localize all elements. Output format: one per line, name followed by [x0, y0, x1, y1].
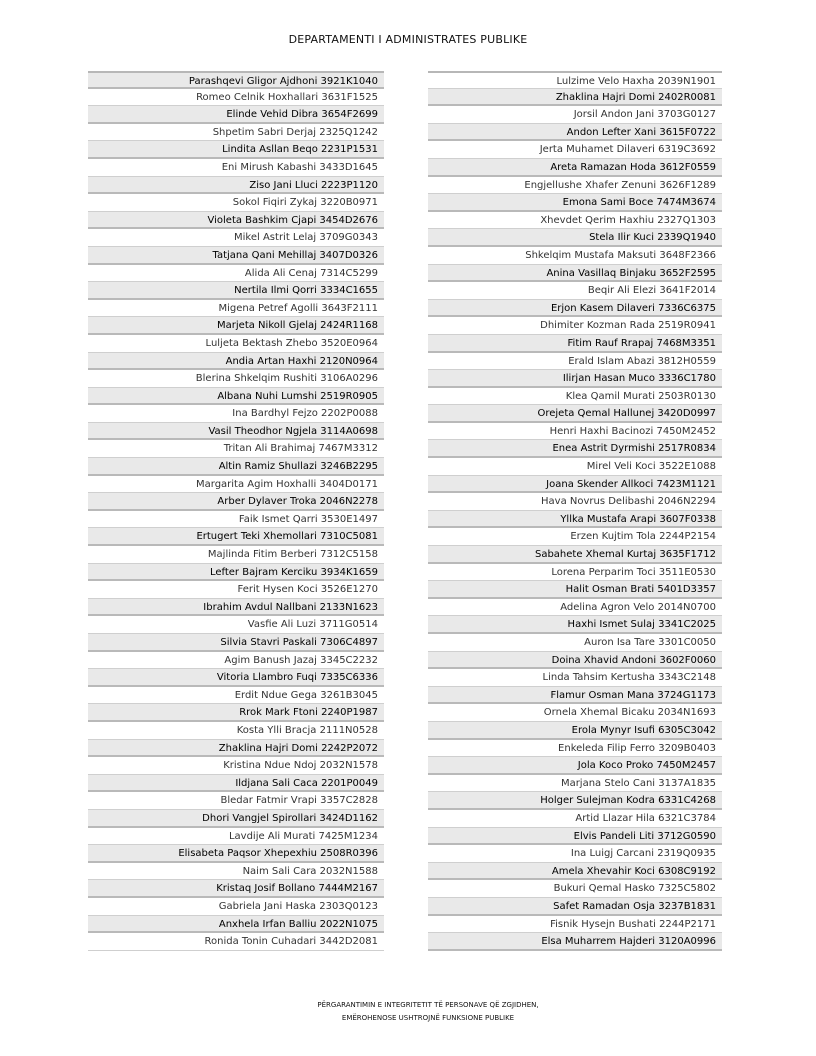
list-item: Kristaq Josif Bollano 7444M2167: [88, 880, 384, 898]
list-item: Jorsil Andon Jani 3703G0127: [428, 106, 722, 124]
list-item: Fitim Rauf Rrapaj 7468M3351: [428, 335, 722, 353]
list-item: Luljeta Bektash Zhebo 3520E0964: [88, 335, 384, 353]
list-item: Ildjana Sali Caca 2201P0049: [88, 775, 384, 793]
list-item: Jola Koco Proko 7450M2457: [428, 757, 722, 775]
list-item: Fisnik Hysejn Bushati 2244P2171: [428, 916, 722, 934]
list-item: Lindita Asllan Beqo 2231P1531: [88, 141, 384, 159]
list-item: Lulzime Velo Haxha 2039N1901: [428, 71, 722, 89]
list-item: Flamur Osman Mana 3724G1173: [428, 687, 722, 705]
list-item: Zhaklina Hajri Domi 2402R0081: [428, 89, 722, 107]
list-item: Erola Mynyr Isufi 6305C3042: [428, 722, 722, 740]
list-item: Ertugert Teki Xhemollari 7310C5081: [88, 528, 384, 546]
footer-line-1: PËRGARANTIMIN E INTEGRITETIT TË PERSONAVE QË ZGJIDHEN,: [317, 1001, 539, 1009]
list-item: Bledar Fatmir Vrapi 3357C2828: [88, 792, 384, 810]
list-item: Anxhela Irfan Balliu 2022N1075: [88, 916, 384, 934]
list-item: Shpetim Sabri Derjaj 2325Q1242: [88, 124, 384, 142]
list-item: Zhaklina Hajri Domi 2242P2072: [88, 740, 384, 758]
list-item: Linda Tahsim Kertusha 3343C2148: [428, 669, 722, 687]
list-item: Nertila Ilmi Qorri 3334C1655: [88, 282, 384, 300]
list-item: Auron Isa Tare 3301C0050: [428, 634, 722, 652]
list-item: Andia Artan Haxhi 2120N0964: [88, 353, 384, 371]
list-item: Engjellushe Xhafer Zenuni 3626F1289: [428, 177, 722, 195]
list-item: Tatjana Qani Mehillaj 3407D0326: [88, 247, 384, 265]
left-name-list: [88, 71, 384, 951]
page-title: DEPARTAMENTI I ADMINISTRATES PUBLIKE: [288, 33, 528, 46]
list-item: Alida Ali Cenaj 7314C5299: [88, 265, 384, 283]
list-item: Ziso Jani Lluci 2223P1120: [88, 177, 384, 195]
list-item: Artid Llazar Hila 6321C3784: [428, 810, 722, 828]
list-item: Stela Ilir Kuci 2339Q1940: [428, 229, 722, 247]
list-item: Lorena Perparim Toci 3511E0530: [428, 564, 722, 582]
list-item: Doina Xhavid Andoni 3602F0060: [428, 652, 722, 670]
list-item: Mikel Astrit Lelaj 3709G0343: [88, 229, 384, 247]
list-item: Shkelqim Mustafa Maksuti 3648F2366: [428, 247, 722, 265]
list-item: Yllka Mustafa Arapi 3607F0338: [428, 511, 722, 529]
list-item: Rrok Mark Ftoni 2240P1987: [88, 704, 384, 722]
list-item: Joana Skender Allkoci 7423M1121: [428, 476, 722, 494]
list-item: Henri Haxhi Bacinozi 7450M2452: [428, 423, 722, 441]
list-item: Erzen Kujtim Tola 2244P2154: [428, 528, 722, 546]
list-item: Blerina Shkelqim Rushiti 3106A0296: [88, 370, 384, 388]
list-item: Faik Ismet Qarri 3530E1497: [88, 511, 384, 529]
list-item: Elinde Vehid Dibra 3654F2699: [88, 106, 384, 124]
list-item: Klea Qamil Murati 2503R0130: [428, 388, 722, 406]
list-item: Ina Bardhyl Fejzo 2202P0088: [88, 405, 384, 423]
list-item: Majlinda Fitim Berberi 7312C5158: [88, 546, 384, 564]
list-item: Ronida Tonin Cuhadari 3442D2081: [88, 933, 384, 951]
list-item: Haxhi Ismet Sulaj 3341C2025: [428, 616, 722, 634]
list-item: Tritan Ali Brahimaj 7467M3312: [88, 440, 384, 458]
list-item: Vasfie Ali Luzi 3711G0514: [88, 616, 384, 634]
list-item: Orejeta Qemal Hallunej 3420D0997: [428, 405, 722, 423]
list-item: Beqir Ali Elezi 3641F2014: [428, 282, 722, 300]
list-item: Ilirjan Hasan Muco 3336C1780: [428, 370, 722, 388]
list-item: Anina Vasillaq Binjaku 3652F2595: [428, 265, 722, 283]
footer-line-2: EMËROHENOSE USHTROJNË FUNKSIONE PUBLIKE: [341, 1014, 515, 1022]
list-item: Jerta Muhamet Dilaveri 6319C3692: [428, 141, 722, 159]
list-item: Adelina Agron Velo 2014N0700: [428, 599, 722, 617]
list-item: Dhori Vangjel Spirollari 3424D1162: [88, 810, 384, 828]
list-item: Sokol Fiqiri Zykaj 3220B0971: [88, 194, 384, 212]
list-item: Naim Sali Cara 2032N1588: [88, 863, 384, 881]
list-item: Altin Ramiz Shullazi 3246B2295: [88, 458, 384, 476]
list-item: Enkeleda Filip Ferro 3209B0403: [428, 740, 722, 758]
footer: [0, 999, 816, 1025]
list-item: Marjeta Nikoll Gjelaj 2424R1168: [88, 317, 384, 335]
list-item: Ibrahim Avdul Nallbani 2133N1623: [88, 599, 384, 617]
list-item: Parashqevi Gligor Ajdhoni 3921K1040: [88, 71, 384, 89]
list-item: Erjon Kasem Dilaveri 7336C6375: [428, 300, 722, 318]
list-item: Xhevdet Qerim Haxhiu 2327Q1303: [428, 212, 722, 230]
list-item: Erdit Ndue Gega 3261B3045: [88, 687, 384, 705]
list-item: Ornela Xhemal Bicaku 2034N1693: [428, 704, 722, 722]
list-item: Gabriela Jani Haska 2303Q0123: [88, 898, 384, 916]
list-item: Andon Lefter Xani 3615F0722: [428, 124, 722, 142]
list-item: Vasil Theodhor Ngjela 3114A0698: [88, 423, 384, 441]
list-item: Lefter Bajram Kerciku 3934K1659: [88, 564, 384, 582]
list-item: Halit Osman Brati 5401D3357: [428, 581, 722, 599]
list-item: Arber Dylaver Troka 2046N2278: [88, 493, 384, 511]
list-item: Bukuri Qemal Hasko 7325C5802: [428, 880, 722, 898]
list-item: Kristina Ndue Ndoj 2032N1578: [88, 757, 384, 775]
list-item: Hava Novrus Delibashi 2046N2294: [428, 493, 722, 511]
list-item: Margarita Agim Hoxhalli 3404D0171: [88, 476, 384, 494]
list-item: Ina Luigj Carcani 2319Q0935: [428, 845, 722, 863]
list-item: Migena Petref Agolli 3643F2111: [88, 300, 384, 318]
list-item: Erald Islam Abazi 3812H0559: [428, 353, 722, 371]
list-item: Vitoria Llambro Fuqi 7335C6336: [88, 669, 384, 687]
list-item: Amela Xhevahir Koci 6308C9192: [428, 863, 722, 881]
list-item: Elsa Muharrem Hajderi 3120A0996: [428, 933, 722, 951]
list-item: Dhimiter Kozman Rada 2519R0941: [428, 317, 722, 335]
list-item: Agim Banush Jazaj 3345C2232: [88, 652, 384, 670]
list-item: Ferit Hysen Koci 3526E1270: [88, 581, 384, 599]
list-item: Enea Astrit Dyrmishi 2517R0834: [428, 440, 722, 458]
list-item: Romeo Celnik Hoxhallari 3631F1525: [88, 89, 384, 107]
list-item: Silvia Stavri Paskali 7306C4897: [88, 634, 384, 652]
list-item: Safet Ramadan Osja 3237B1831: [428, 898, 722, 916]
list-item: Marjana Stelo Cani 3137A1835: [428, 775, 722, 793]
right-name-list: [428, 71, 722, 951]
list-item: Mirel Veli Koci 3522E1088: [428, 458, 722, 476]
list-item: Sabahete Xhemal Kurtaj 3635F1712: [428, 546, 722, 564]
list-item: Kosta Ylli Bracja 2111N0528: [88, 722, 384, 740]
list-item: Lavdije Ali Murati 7425M1234: [88, 828, 384, 846]
list-item: Areta Ramazan Hoda 3612F0559: [428, 159, 722, 177]
list-item: Albana Nuhi Lumshi 2519R0905: [88, 388, 384, 406]
list-item: Violeta Bashkim Cjapi 3454D2676: [88, 212, 384, 230]
list-item: Holger Sulejman Kodra 6331C4268: [428, 792, 722, 810]
list-item: Elisabeta Paqsor Xhepexhiu 2508R0396: [88, 845, 384, 863]
list-item: Elvis Pandeli Liti 3712G0590: [428, 828, 722, 846]
list-item: Eni Mirush Kabashi 3433D1645: [88, 159, 384, 177]
list-item: Emona Sami Boce 7474M3674: [428, 194, 722, 212]
